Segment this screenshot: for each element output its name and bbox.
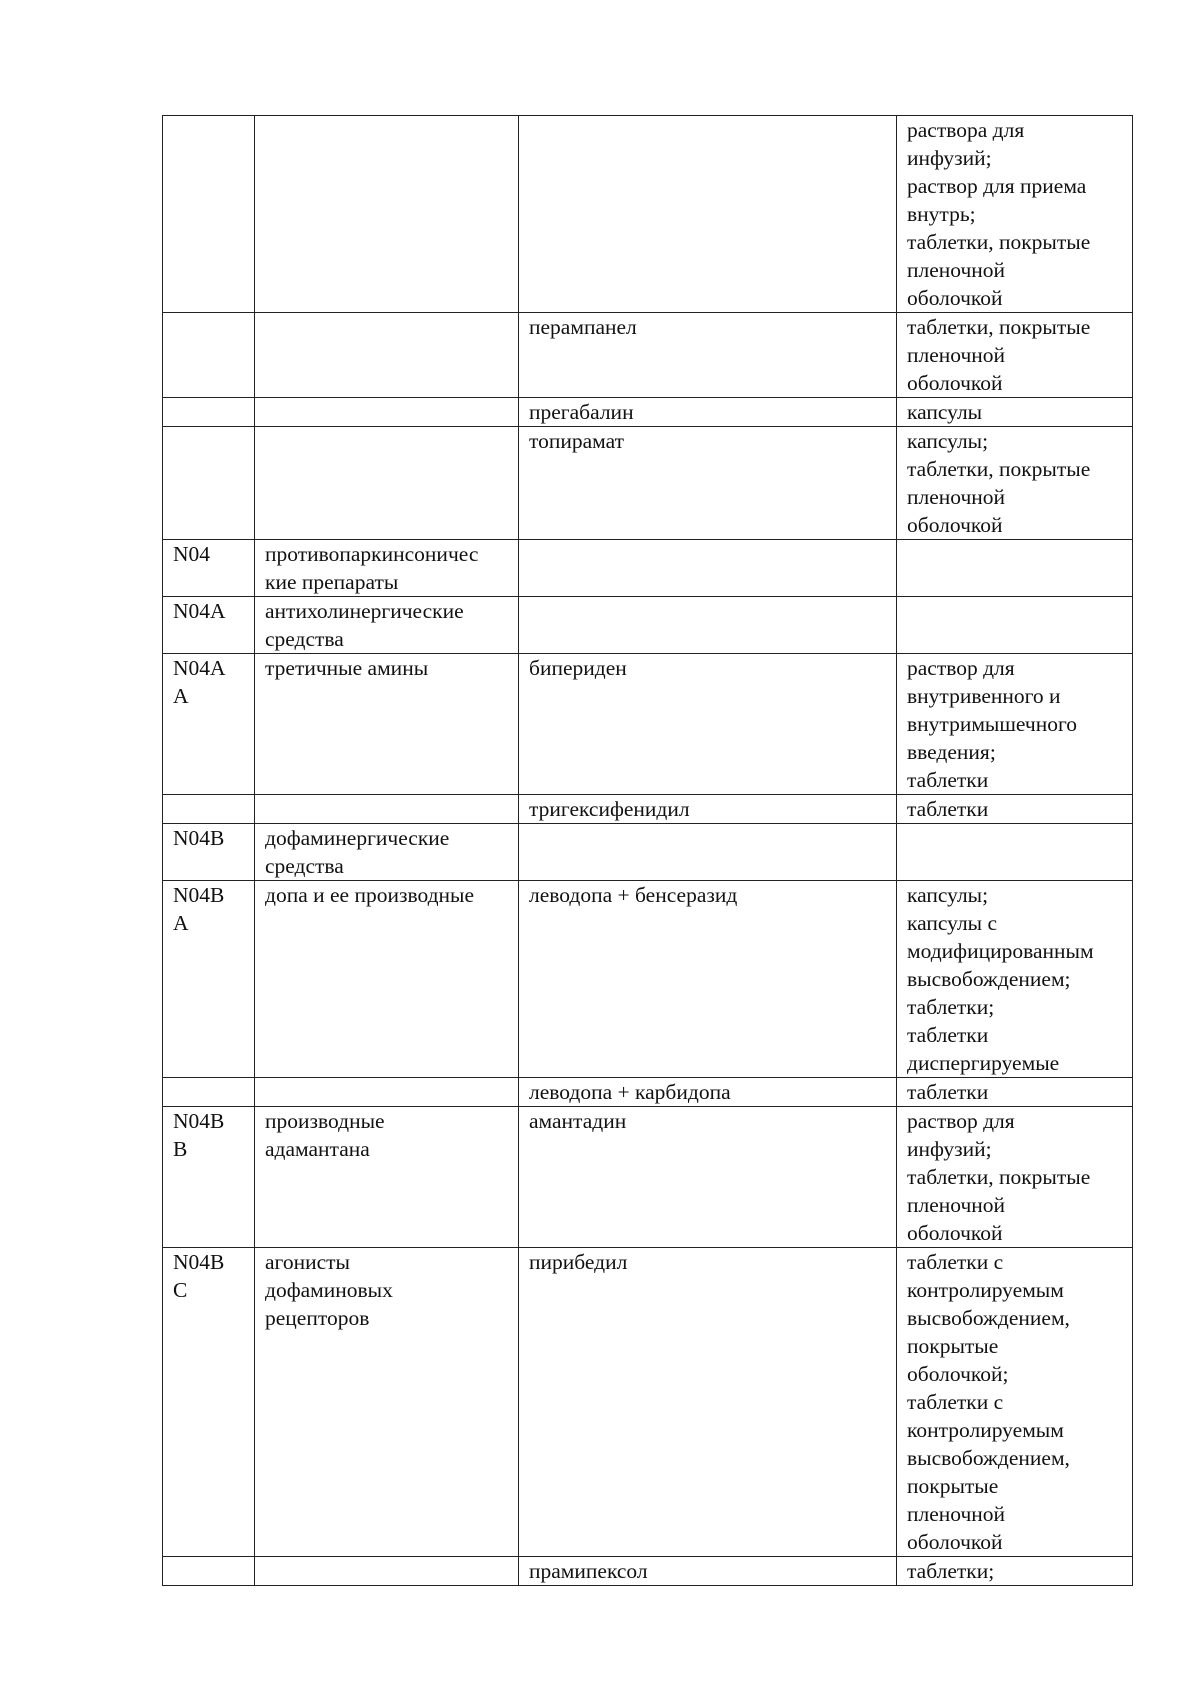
atc-code-cell: [163, 398, 255, 427]
table-row: [163, 597, 1133, 654]
dosage-form-cell: таблетки: [897, 1078, 1133, 1107]
group-name-cell: [255, 795, 519, 824]
group-name-cell: агонисты дофаминовых рецепторов: [255, 1248, 519, 1557]
dosage-form-cell: таблетки: [897, 795, 1133, 824]
atc-code-cell: N04A A: [163, 654, 255, 795]
dosage-form-cell: раствор для внутривенного и внутримышечного введения; таблетки: [897, 654, 1133, 795]
drug-name-cell: амантадин: [519, 1107, 897, 1248]
group-name-cell: [255, 398, 519, 427]
atc-code-cell: N04B A: [163, 881, 255, 1078]
table-body: [163, 116, 1133, 1586]
dosage-form-cell: [897, 540, 1133, 597]
table-row: [163, 427, 1133, 540]
group-name-cell: противопаркинсоничес кие препараты: [255, 540, 519, 597]
group-name-cell: [255, 427, 519, 540]
table-row: [163, 1078, 1133, 1107]
drug-name-cell: перампанел: [519, 313, 897, 398]
table-row: [163, 654, 1133, 795]
table-row: [163, 824, 1133, 881]
atc-code-cell: N04A: [163, 597, 255, 654]
drug-name-cell: прамипексол: [519, 1557, 897, 1586]
drug-name-cell: леводопа + бенсеразид: [519, 881, 897, 1078]
atc-code-cell: [163, 116, 255, 313]
table-row: [163, 1107, 1133, 1248]
group-name-cell: [255, 1557, 519, 1586]
group-name-cell: [255, 313, 519, 398]
atc-code-cell: N04: [163, 540, 255, 597]
atc-code-cell: [163, 313, 255, 398]
atc-code-cell: [163, 1078, 255, 1107]
table-row: [163, 540, 1133, 597]
drug-name-cell: топирамат: [519, 427, 897, 540]
group-name-cell: производные адамантана: [255, 1107, 519, 1248]
drug-name-cell: [519, 116, 897, 313]
group-name-cell: третичные амины: [255, 654, 519, 795]
drug-name-cell: леводопа + карбидопа: [519, 1078, 897, 1107]
table-row: [163, 1248, 1133, 1557]
drug-name-cell: тригексифенидил: [519, 795, 897, 824]
group-name-cell: антихолинергические средства: [255, 597, 519, 654]
drug-name-cell: пирибедил: [519, 1248, 897, 1557]
dosage-form-cell: таблетки, покрытые пленочной оболочкой: [897, 313, 1133, 398]
drug-name-cell: [519, 540, 897, 597]
dosage-form-cell: таблетки;: [897, 1557, 1133, 1586]
dosage-form-cell: капсулы: [897, 398, 1133, 427]
table-row: [163, 1557, 1133, 1586]
dosage-form-cell: капсулы; капсулы с модифицированным высвобождением; таблетки; таблетки диспергируемые: [897, 881, 1133, 1078]
group-name-cell: допа и ее производные: [255, 881, 519, 1078]
drug-name-cell: [519, 597, 897, 654]
group-name-cell: [255, 116, 519, 313]
dosage-form-cell: таблетки с контролируемым высвобождением, покрытые оболочкой; таблетки с контролируемым высвобождением, покрытые пленочной оболочкой: [897, 1248, 1133, 1557]
drug-name-cell: [519, 824, 897, 881]
drug-classification-table: [162, 115, 1133, 1586]
table-row: [163, 795, 1133, 824]
table-row: [163, 881, 1133, 1078]
atc-code-cell: N04B B: [163, 1107, 255, 1248]
atc-code-cell: [163, 1557, 255, 1586]
dosage-form-cell: раствор для инфузий; таблетки, покрытые пленочной оболочкой: [897, 1107, 1133, 1248]
atc-code-cell: N04B C: [163, 1248, 255, 1557]
drug-name-cell: прегабалин: [519, 398, 897, 427]
atc-code-cell: [163, 795, 255, 824]
dosage-form-cell: [897, 597, 1133, 654]
dosage-form-cell: капсулы; таблетки, покрытые пленочной оболочкой: [897, 427, 1133, 540]
dosage-form-cell: раствора для инфузий; раствор для приема внутрь; таблетки, покрытые пленочной оболочкой: [897, 116, 1133, 313]
atc-code-cell: N04B: [163, 824, 255, 881]
table-row: [163, 313, 1133, 398]
table-row: [163, 398, 1133, 427]
group-name-cell: [255, 1078, 519, 1107]
atc-code-cell: [163, 427, 255, 540]
group-name-cell: дофаминергические средства: [255, 824, 519, 881]
dosage-form-cell: [897, 824, 1133, 881]
drug-name-cell: бипериден: [519, 654, 897, 795]
table-row: [163, 116, 1133, 313]
